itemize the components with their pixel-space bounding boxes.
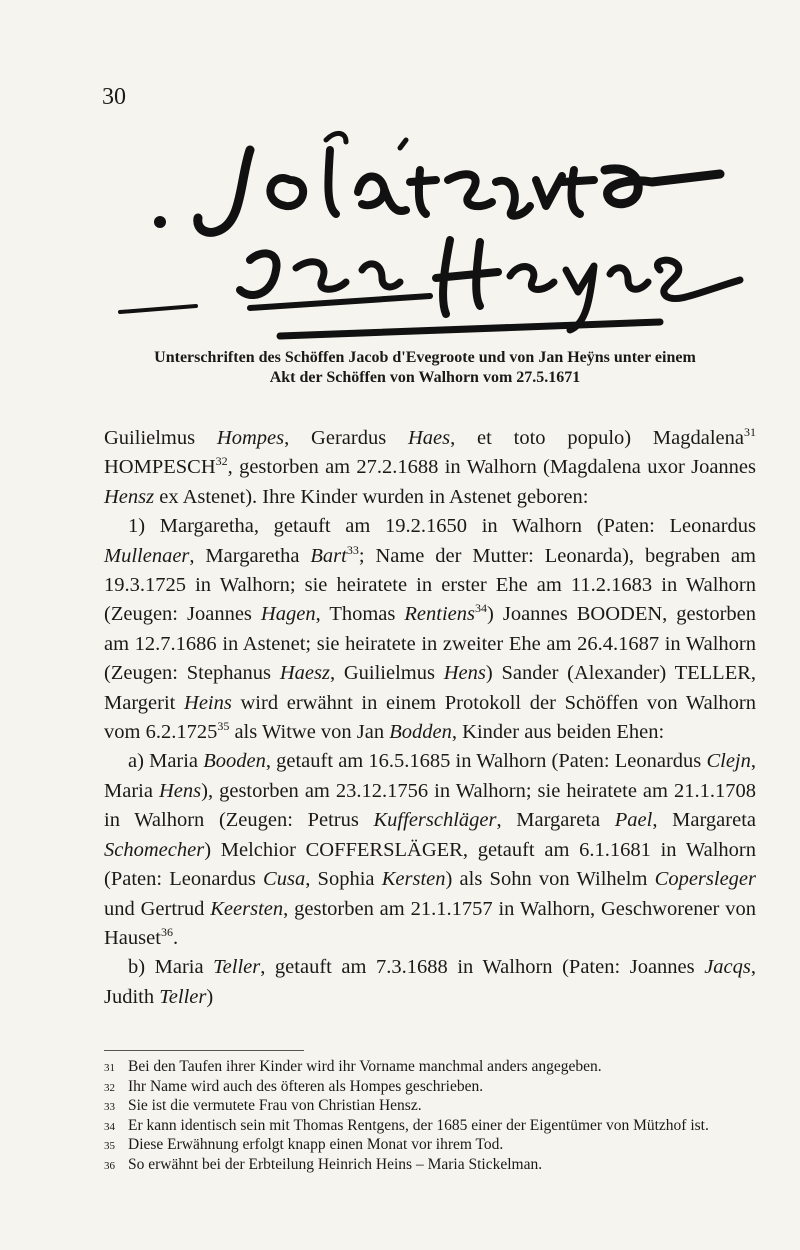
italic-name: Kufferschläger (373, 809, 497, 832)
footnote (104, 1136, 756, 1156)
text-run: . (172, 926, 179, 949)
figure-caption (100, 348, 750, 388)
text-run: ; Name der Mutter: Leonarda), begraben am 19.3.1725 in Walhorn; sie heiratete in erster Ehe am 11.2.1683 in Walhorn (Zeugen: Joannes (104, 544, 756, 626)
footnote-ref: 36 (160, 925, 173, 940)
text-run: , Judith (104, 956, 756, 1008)
footnote-number: 31 (104, 1062, 115, 1074)
text-run: , Thomas (315, 603, 405, 626)
italic-name: Bodden (389, 721, 452, 744)
paragraph-child-1a (104, 747, 756, 953)
text-run: ) (206, 985, 214, 1008)
text-run: und Gertrud (104, 897, 211, 920)
italic-name: Cusa (263, 868, 306, 891)
footnote (104, 1156, 756, 1176)
signature-image (100, 110, 750, 350)
footnote-ref: 31 (744, 425, 756, 440)
paragraph-child-1 (104, 512, 756, 747)
text-run: , Guilielmus (329, 662, 444, 685)
text-run: wird erwähnt in einem Protokoll der Schöffen von Walhorn vom 6.2.1725 (104, 691, 756, 744)
handwritten-signatures (100, 110, 750, 350)
footnote-ref: 32 (215, 454, 228, 469)
caption-line-1: Unterschriften des Schöffen Jacob d'Evegroote und von Jan Heÿns unter einem (154, 349, 696, 366)
text-run: Guilielmus (104, 427, 217, 449)
italic-name: Jacqs (704, 956, 751, 979)
text-run: , getauft am 16.5.1685 in Walhorn (Paten: Leonardus (265, 750, 707, 773)
italic-name: Clejn (706, 750, 751, 773)
footnote (104, 1078, 756, 1098)
footnote (104, 1058, 756, 1078)
text-run: , Maria (104, 750, 756, 802)
text-run: ) Sander (Alexander) TELLER, Margerit (104, 662, 757, 714)
italic-name: Bart (310, 544, 347, 567)
italic-name: Hompes (216, 427, 285, 449)
italic-name: Haes (407, 427, 451, 449)
text-run: ) Melchior COFFERSLÄGER, getauft am 6.1.1681 in Walhorn (Paten: Leonardus (104, 838, 756, 891)
italic-name: Haesz (279, 662, 330, 685)
text-run: b) Maria (128, 956, 214, 979)
italic-name: Teller (159, 985, 207, 1008)
text-run: ) als Sohn von Wilhelm (445, 868, 655, 891)
italic-name: Heins (184, 691, 232, 714)
footnote-number: 32 (104, 1081, 115, 1094)
italic-name: Keersten (210, 897, 284, 920)
text-run: , getauft am 7.3.1688 in Walhorn (Paten: Joannes (260, 956, 705, 979)
footnote-text: Bei den Taufen ihrer Kinder wird ihr Vorname manchmal anders angegeben. (128, 1058, 602, 1075)
text-run: , Kinder aus beiden Ehen: (451, 721, 665, 744)
paragraph-child-1b (104, 953, 756, 1012)
footnote-text: Sie ist die vermutete Frau von Christian Hensz. (128, 1097, 422, 1114)
footnote-number: 34 (104, 1120, 115, 1133)
footnote-text: Diese Erwähnung erfolgt knapp einen Monat vor ihrem Tod. (128, 1136, 504, 1153)
footnote-ref: 35 (217, 719, 230, 734)
text-run: , Gerardus (284, 427, 408, 449)
italic-name: Teller (213, 956, 261, 979)
text-run: , et toto populo) Magdalena (450, 427, 744, 449)
text-run: ) Joannes BOODEN, gestorben am 12.7.1686 in Astenet; sie heiratete in zweiter Ehe am 26.4.1687 in Walhorn (Zeugen: Stephanus (104, 603, 756, 685)
italic-name: Booden (203, 750, 266, 773)
italic-name: Hens (443, 662, 486, 685)
text-run: 1) Margaretha, getauft am 19.2.1650 in Walhorn (Paten: Leonardus (128, 515, 756, 538)
footnote (104, 1097, 756, 1117)
footnote-ref: 33 (346, 542, 359, 557)
italic-name: Hagen (260, 603, 316, 626)
text-run: , Margareta (652, 809, 756, 832)
italic-name: Schomecher (104, 838, 205, 861)
footnote-separator (104, 1050, 304, 1051)
footnote (104, 1117, 756, 1137)
text-run: ex Astenet). Ihre Kinder wurden in Astenet geboren: (154, 485, 589, 508)
italic-name: Rentiens (404, 603, 475, 626)
footnote-text: Ihr Name wird auch des öfteren als Hompes geschrieben. (128, 1077, 484, 1095)
text-run: , Sophia (305, 868, 382, 891)
text-run: , gestorben am 21.1.1757 in Walhorn, Geschworener von Hauset (104, 897, 756, 949)
footnote-number: 35 (104, 1140, 115, 1152)
text-run: a) Maria (128, 750, 204, 773)
text-run: , Margareta (496, 809, 615, 832)
italic-name: Kersten (381, 868, 446, 891)
footnote-text: Er kann identisch sein mit Thomas Rentgens, der 1685 einer der Eigentümer von Mützhof ist. (128, 1116, 709, 1134)
text-run: HOMPESCH (104, 456, 216, 479)
italic-name: Copersleger (654, 868, 757, 891)
footnote-number: 33 (104, 1101, 115, 1113)
caption-line-2: Akt der Schöffen von Walhorn vom 27.5.1671 (269, 369, 581, 386)
text-run: ), gestorben am 23.12.1756 in Walhorn; sie heiratete am 21.1.1708 in Walhorn (Zeugen: Petrus (104, 779, 757, 832)
footnote-number: 36 (104, 1159, 115, 1172)
italic-name: Hens (158, 779, 202, 802)
page-number: 30 (102, 84, 126, 110)
text-run: als Witwe von Jan (229, 721, 390, 744)
footnote-ref: 34 (475, 601, 487, 616)
text-run: , Margaretha (189, 544, 311, 567)
footnote-text: So erwähnt bei der Erbteilung Heinrich Heins – Maria Stickelman. (128, 1155, 543, 1173)
italic-name: Pael (614, 809, 653, 832)
italic-name: Hensz (104, 485, 155, 508)
footnotes (104, 1058, 756, 1175)
italic-name: Mullenaer (104, 544, 190, 567)
paragraph-intro (104, 424, 756, 512)
text-run: , gestorben am 27.2.1688 in Walhorn (Magdalena uxor Joannes (227, 456, 756, 479)
main-text (104, 424, 756, 1012)
